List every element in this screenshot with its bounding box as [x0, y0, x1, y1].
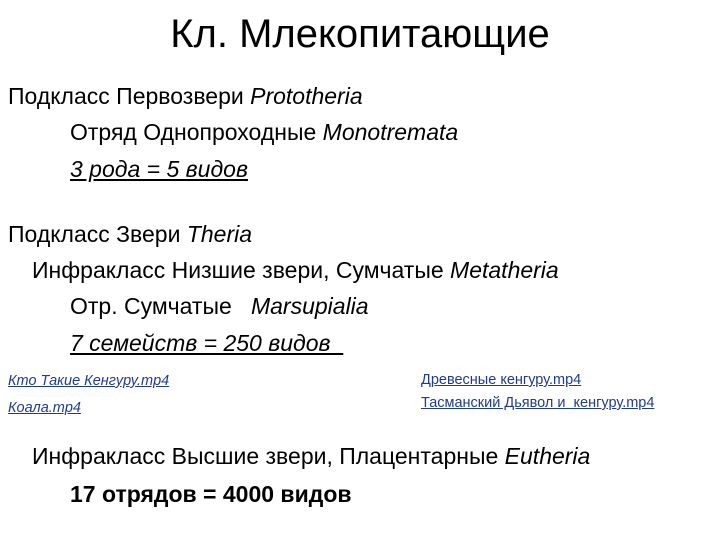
- infraclass-metatheria-latin: Metatheria: [450, 257, 559, 283]
- subclass-theria-latin: Theria: [186, 221, 253, 247]
- link-koala-video[interactable]: Коала.mp4: [8, 400, 81, 416]
- subclass-prototheria-label: Подкласс Первозвери: [8, 83, 251, 109]
- link-kangaroo-video[interactable]: Кто Такие Кенгуру.mp4: [8, 373, 170, 389]
- eutheria-count: 17 отрядов = 4000 видов: [70, 481, 352, 507]
- infraclass-eutheria-latin: Eutheria: [504, 443, 591, 469]
- order-marsupialia-label: Отр. Сумчатые: [70, 293, 251, 319]
- infraclass-metatheria-label: Инфракласс Низшие звери, Сумчатые: [32, 257, 451, 283]
- prototheria-count: 3 рода = 5 видов: [70, 156, 248, 182]
- order-monotremata: [70, 118, 458, 146]
- order-monotremata-label: Отряд Однопроходные: [70, 119, 323, 145]
- order-marsupialia-latin: Marsupialia: [250, 293, 369, 319]
- infraclass-eutheria: [32, 442, 590, 470]
- subclass-theria-label: Подкласс Звери: [8, 221, 187, 247]
- subclass-prototheria-latin: Prototheria: [250, 83, 363, 109]
- metatheria-count: 7 семейств = 250 видов: [70, 330, 344, 356]
- infraclass-eutheria-label: Инфракласс Высшие звери, Плацентарные: [32, 443, 505, 469]
- infraclass-metatheria: [32, 256, 559, 284]
- subclass-prototheria: [8, 82, 363, 110]
- order-marsupialia: [70, 292, 369, 320]
- link-tree-kangaroo-video[interactable]: Древесные кенгуру.mp4: [421, 372, 582, 388]
- order-monotremata-latin: Monotremata: [322, 119, 459, 145]
- subclass-theria: [8, 220, 252, 248]
- slide-title: Кл. Млекопитающие: [170, 12, 550, 56]
- link-tasmanian-devil-video[interactable]: Тасманский Дьявол и кенгуру.mp4: [421, 395, 655, 411]
